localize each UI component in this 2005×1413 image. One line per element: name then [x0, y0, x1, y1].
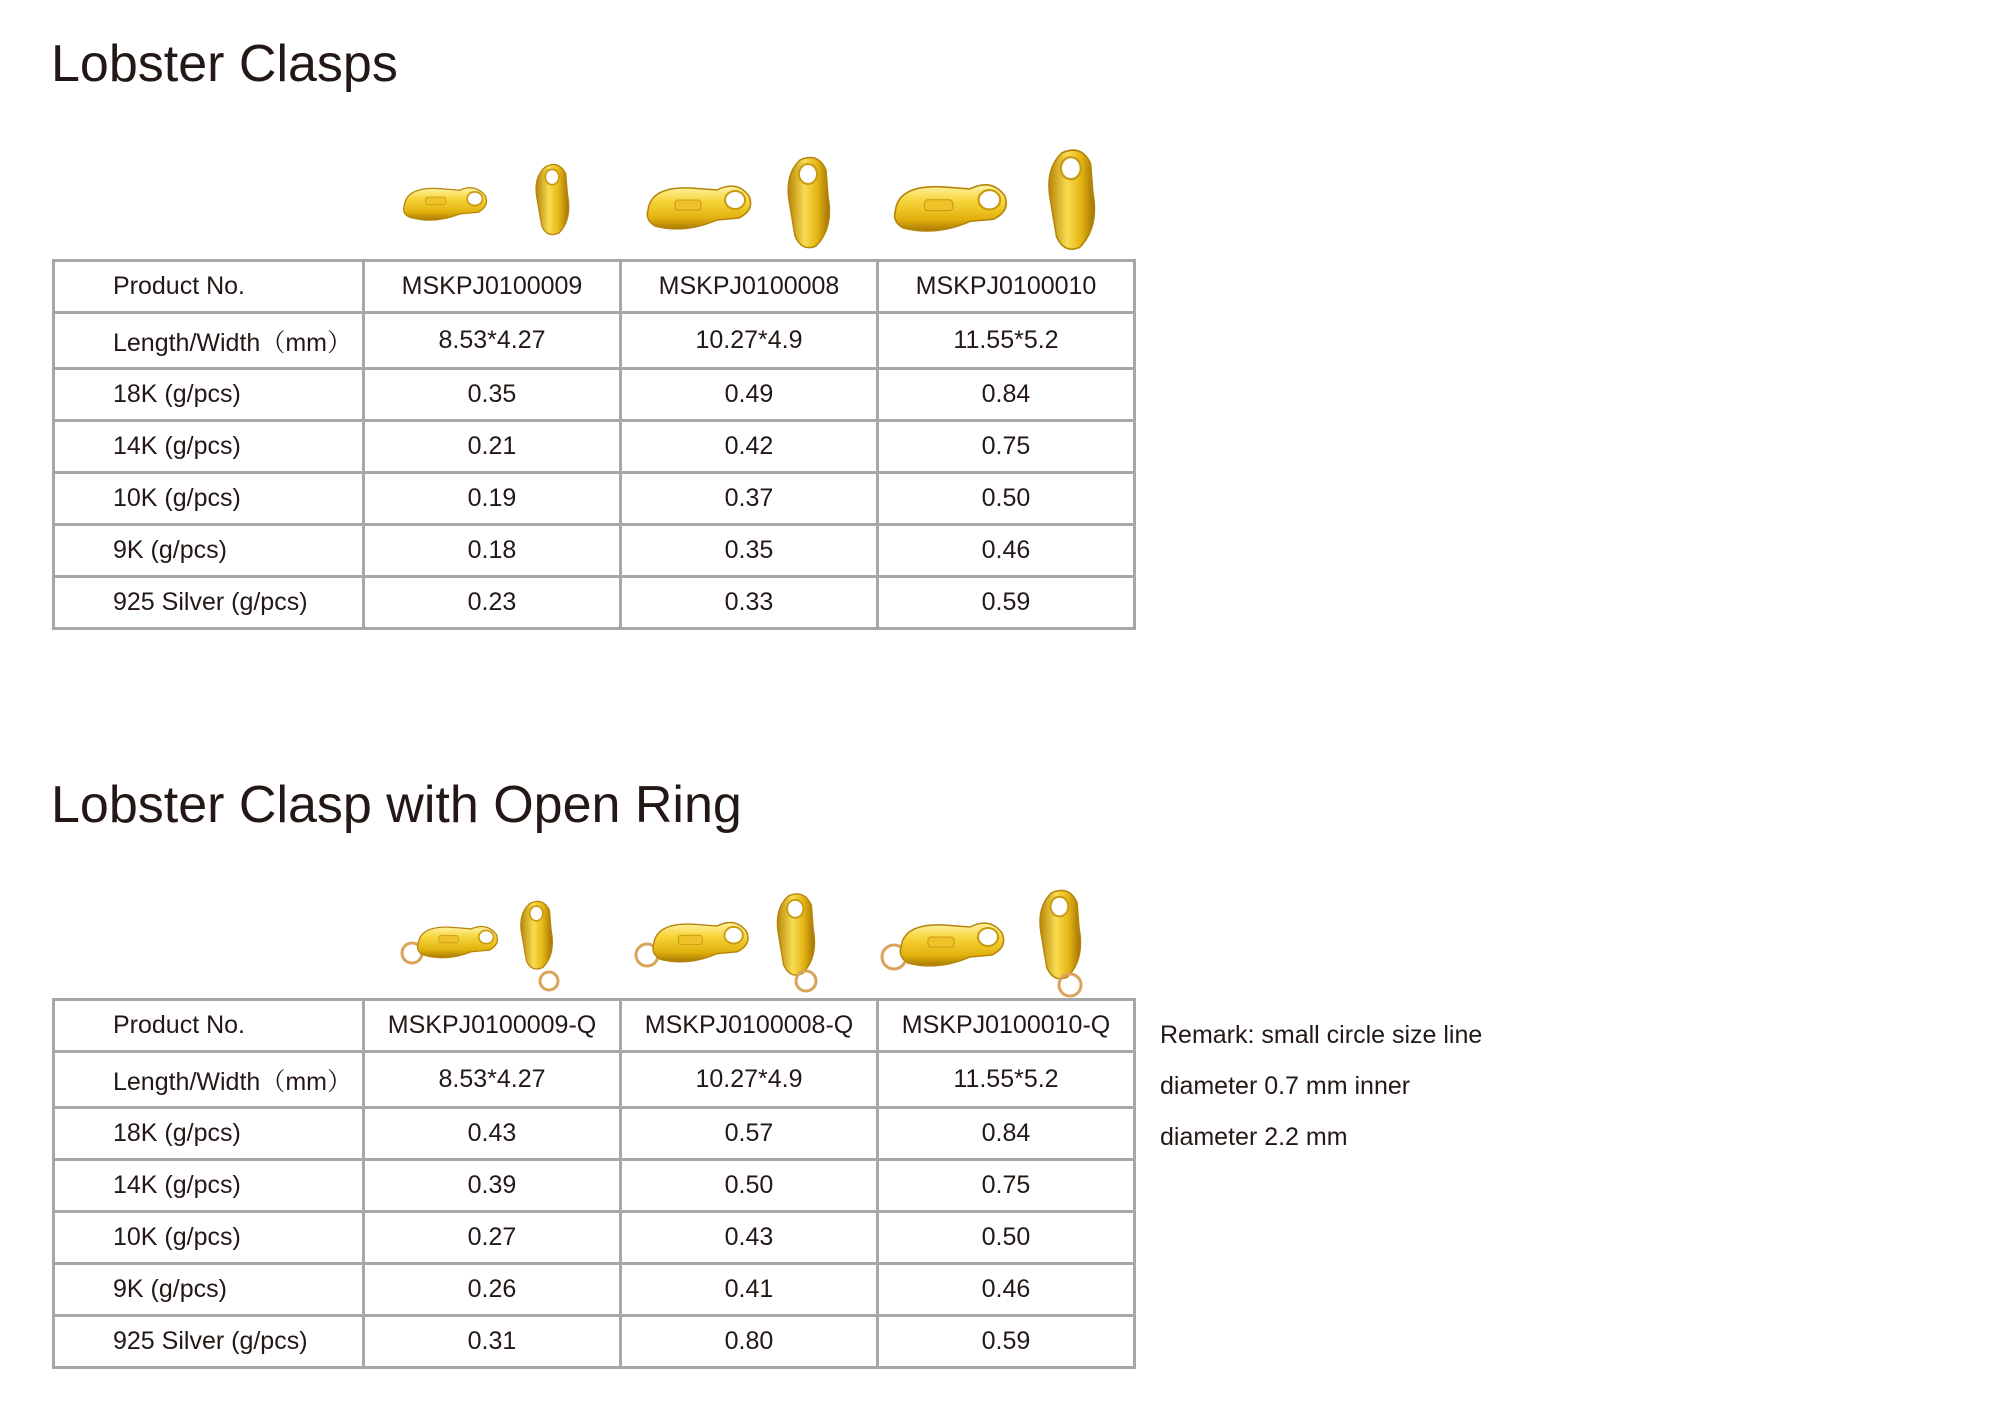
table-cell: 0.42 — [621, 421, 878, 473]
table-cell: 0.37 — [621, 473, 878, 525]
table-cell: 8.53*4.27 — [364, 1052, 621, 1108]
table-row-product-no — [54, 261, 1135, 313]
lobster-clasp-open-ring-images — [400, 885, 1140, 1000]
row-label: 14K (g/pcs) — [54, 421, 364, 473]
table-row-925-silver — [54, 577, 1135, 629]
row-label: 18K (g/pcs) — [54, 369, 364, 421]
table-cell: 0.43 — [621, 1212, 878, 1264]
remark-note — [1160, 1010, 1482, 1163]
remark-line: Remark: small circle size line — [1160, 1021, 1483, 1049]
clasp-ring-large-side-image — [1040, 890, 1081, 996]
table-row-length-width — [54, 1052, 1135, 1108]
product-no-cell: MSKPJ0100008 — [621, 261, 878, 313]
table-row-10k — [54, 1212, 1135, 1264]
section-title-lobster-clasp-open-ring: Lobster Clasp with Open Ring — [51, 776, 742, 834]
table-row-9k — [54, 525, 1135, 577]
lobster-clasp-open-ring-images-svg — [400, 885, 1140, 1000]
table-row-product-no — [54, 1000, 1135, 1052]
remark-line: diameter 2.2 mm — [1160, 1123, 1348, 1151]
row-label: 925 Silver (g/pcs) — [54, 1316, 364, 1368]
table-row-9k — [54, 1264, 1135, 1316]
product-no-cell: MSKPJ0100010 — [878, 261, 1135, 313]
lobster-clasp-open-ring-table — [52, 998, 1136, 1369]
table-row-18k — [54, 369, 1135, 421]
table-cell: 0.27 — [364, 1212, 621, 1264]
row-label: 18K (g/pcs) — [54, 1108, 364, 1160]
table-row-18k — [54, 1108, 1135, 1160]
table-cell: 8.53*4.27 — [364, 313, 621, 369]
row-label: 10K (g/pcs) — [54, 473, 364, 525]
clasp-medium-front-image — [647, 186, 750, 229]
table-row-10k — [54, 473, 1135, 525]
table-cell: 0.59 — [878, 1316, 1135, 1368]
table-cell: 0.41 — [621, 1264, 878, 1316]
table-row-14k — [54, 1160, 1135, 1212]
table-cell: 0.50 — [878, 473, 1135, 525]
table-cell: 0.18 — [364, 525, 621, 577]
table-header-label: Product No. — [54, 261, 364, 313]
table-cell: 0.50 — [878, 1212, 1135, 1264]
table-cell: 0.21 — [364, 421, 621, 473]
table-cell: 0.35 — [364, 369, 621, 421]
table-row-925-silver — [54, 1316, 1135, 1368]
table-cell: 10.27*4.9 — [621, 313, 878, 369]
row-label: Length/Width（mm） — [54, 1052, 364, 1108]
row-label: Length/Width（mm） — [54, 313, 364, 369]
table-row-length-width — [54, 313, 1135, 369]
clasp-ring-large-front-image — [882, 923, 1004, 969]
clasp-large-front-image — [895, 185, 1007, 231]
remark-line: diameter 0.7 mm inner — [1160, 1072, 1411, 1100]
table-cell: 11.55*5.2 — [878, 1052, 1135, 1108]
table-cell: 0.57 — [621, 1108, 878, 1160]
product-no-cell: MSKPJ0100009 — [364, 261, 621, 313]
table-cell: 0.23 — [364, 577, 621, 629]
row-label: 14K (g/pcs) — [54, 1160, 364, 1212]
table-cell: 0.75 — [878, 1160, 1135, 1212]
table-cell: 0.33 — [621, 577, 878, 629]
table-cell: 0.39 — [364, 1160, 621, 1212]
table-cell: 0.49 — [621, 369, 878, 421]
table-cell: 0.84 — [878, 369, 1135, 421]
section-title-lobster-clasps: Lobster Clasps — [51, 35, 398, 93]
clasp-large-side-image — [1049, 150, 1094, 249]
table-cell: 0.50 — [621, 1160, 878, 1212]
table-header-label: Product No. — [54, 1000, 364, 1052]
lobster-clasps-table — [52, 259, 1136, 630]
clasp-ring-small-side-image — [521, 901, 558, 990]
table-cell: 10.27*4.9 — [621, 1052, 878, 1108]
row-label: 925 Silver (g/pcs) — [54, 577, 364, 629]
table-cell: 0.35 — [621, 525, 878, 577]
product-no-cell: MSKPJ0100010-Q — [878, 1000, 1135, 1052]
table-cell: 0.31 — [364, 1316, 621, 1368]
table-cell: 0.84 — [878, 1108, 1135, 1160]
table-cell: 0.75 — [878, 421, 1135, 473]
product-no-cell: MSKPJ0100009-Q — [364, 1000, 621, 1052]
clasp-medium-side-image — [788, 158, 829, 248]
clasp-small-front-image — [404, 188, 487, 220]
table-cell: 0.59 — [878, 577, 1135, 629]
table-cell: 0.46 — [878, 525, 1135, 577]
table-cell: 0.26 — [364, 1264, 621, 1316]
clasp-ring-medium-front-image — [636, 923, 748, 966]
table-cell: 0.43 — [364, 1108, 621, 1160]
clasp-ring-small-front-image — [402, 926, 497, 963]
clasp-small-side-image — [536, 165, 569, 235]
row-label: 9K (g/pcs) — [54, 1264, 364, 1316]
table-cell: 11.55*5.2 — [878, 313, 1135, 369]
clasp-ring-medium-side-image — [777, 894, 816, 991]
row-label: 9K (g/pcs) — [54, 525, 364, 577]
table-row-14k — [54, 421, 1135, 473]
row-label: 10K (g/pcs) — [54, 1212, 364, 1264]
table-cell: 0.46 — [878, 1264, 1135, 1316]
product-no-cell: MSKPJ0100008-Q — [621, 1000, 878, 1052]
lobster-clasp-images-svg — [400, 140, 1140, 255]
table-cell: 0.19 — [364, 473, 621, 525]
table-cell: 0.80 — [621, 1316, 878, 1368]
lobster-clasp-images — [400, 140, 1140, 255]
